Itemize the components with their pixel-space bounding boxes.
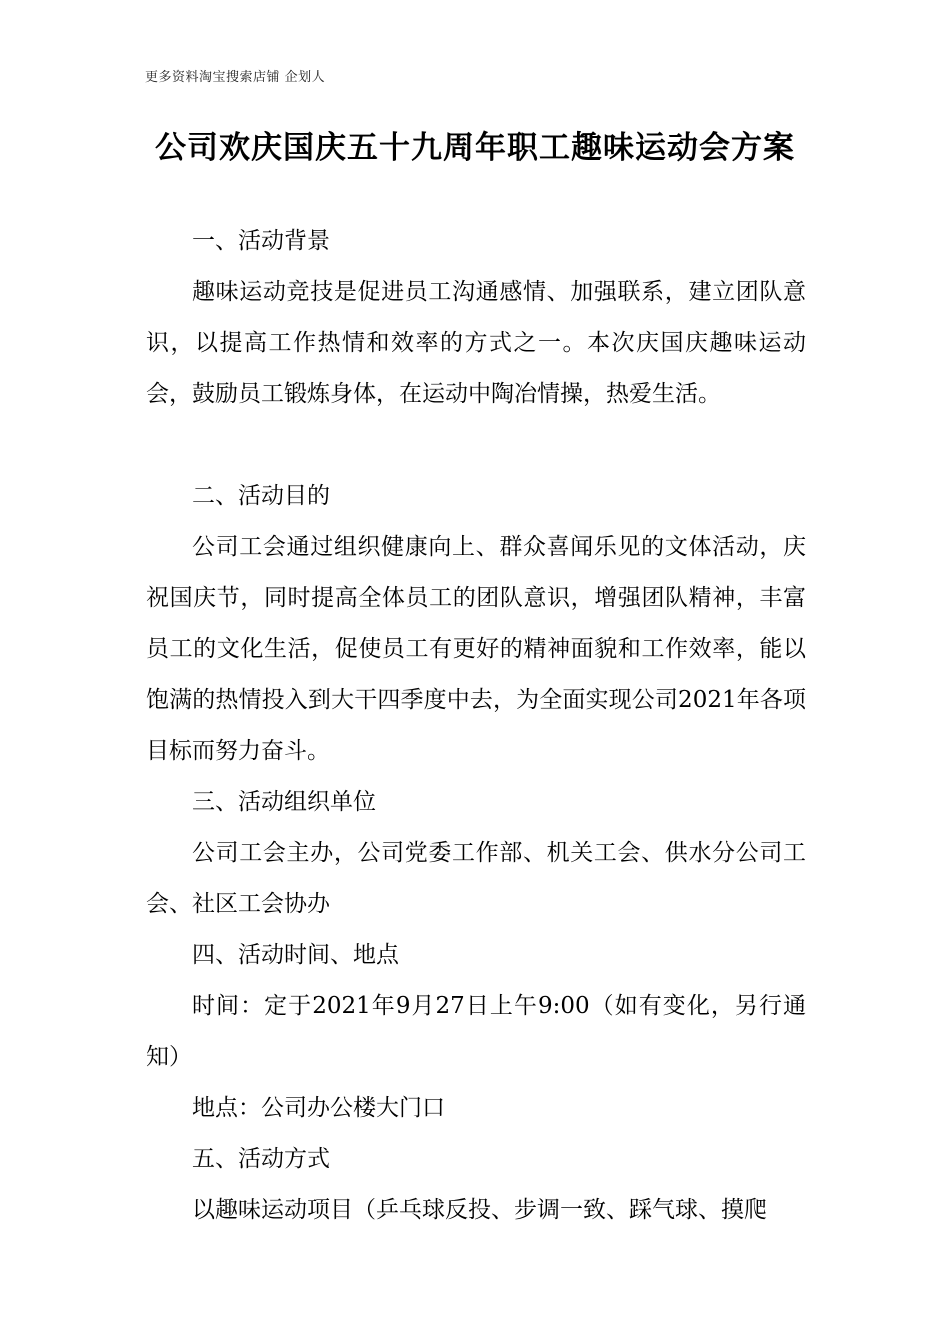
document-title: 公司欢庆国庆五十九周年职工趣味运动会方案 (155, 130, 795, 166)
paragraph-method: 以趣味运动项目（乒乓球反投、步调一致、踩气球、摸爬 (192, 1197, 767, 1223)
section-heading-time-place: 四、活动时间、地点 (192, 942, 399, 968)
section-heading-organizers: 三、活动组织单位 (192, 789, 376, 815)
section-heading-method: 五、活动方式 (192, 1146, 330, 1172)
section-heading-background: 一、活动背景 (192, 228, 330, 254)
paragraph-background: 趣味运动竞技是促进员工沟通感情、加强联系，建立团队意识，以提高工作热情和效率的方式之一。本次庆国庆趣味运动会，鼓励员工锻炼身体，在运动中陶冶情操，热爱生活。 (146, 279, 806, 407)
document-body (146, 216, 806, 1236)
paragraph-place: 地点：公司办公楼大门口 (192, 1095, 445, 1121)
paragraph-time: 时间：定于2021年9月27日上午9:00（如有变化，另行通知） (146, 993, 806, 1070)
paragraph-organizers: 公司工会主办，公司党委工作部、机关工会、供水分公司工会、社区工会协办 (146, 840, 806, 917)
paragraph-purpose: 公司工会通过组织健康向上、群众喜闻乐见的文体活动，庆祝国庆节，同时提高全体员工的团队意识，增强团队精神，丰富员工的文化生活，促使员工有更好的精神面貌和工作效率，能以饱满的热情投入到大干四季度中去，为全面实现公司2021年各项目标而努力奋斗。 (146, 534, 806, 764)
section-heading-purpose: 二、活动目的 (192, 483, 330, 509)
header-note: 更多资料淘宝搜索店铺 企划人 (145, 70, 326, 85)
